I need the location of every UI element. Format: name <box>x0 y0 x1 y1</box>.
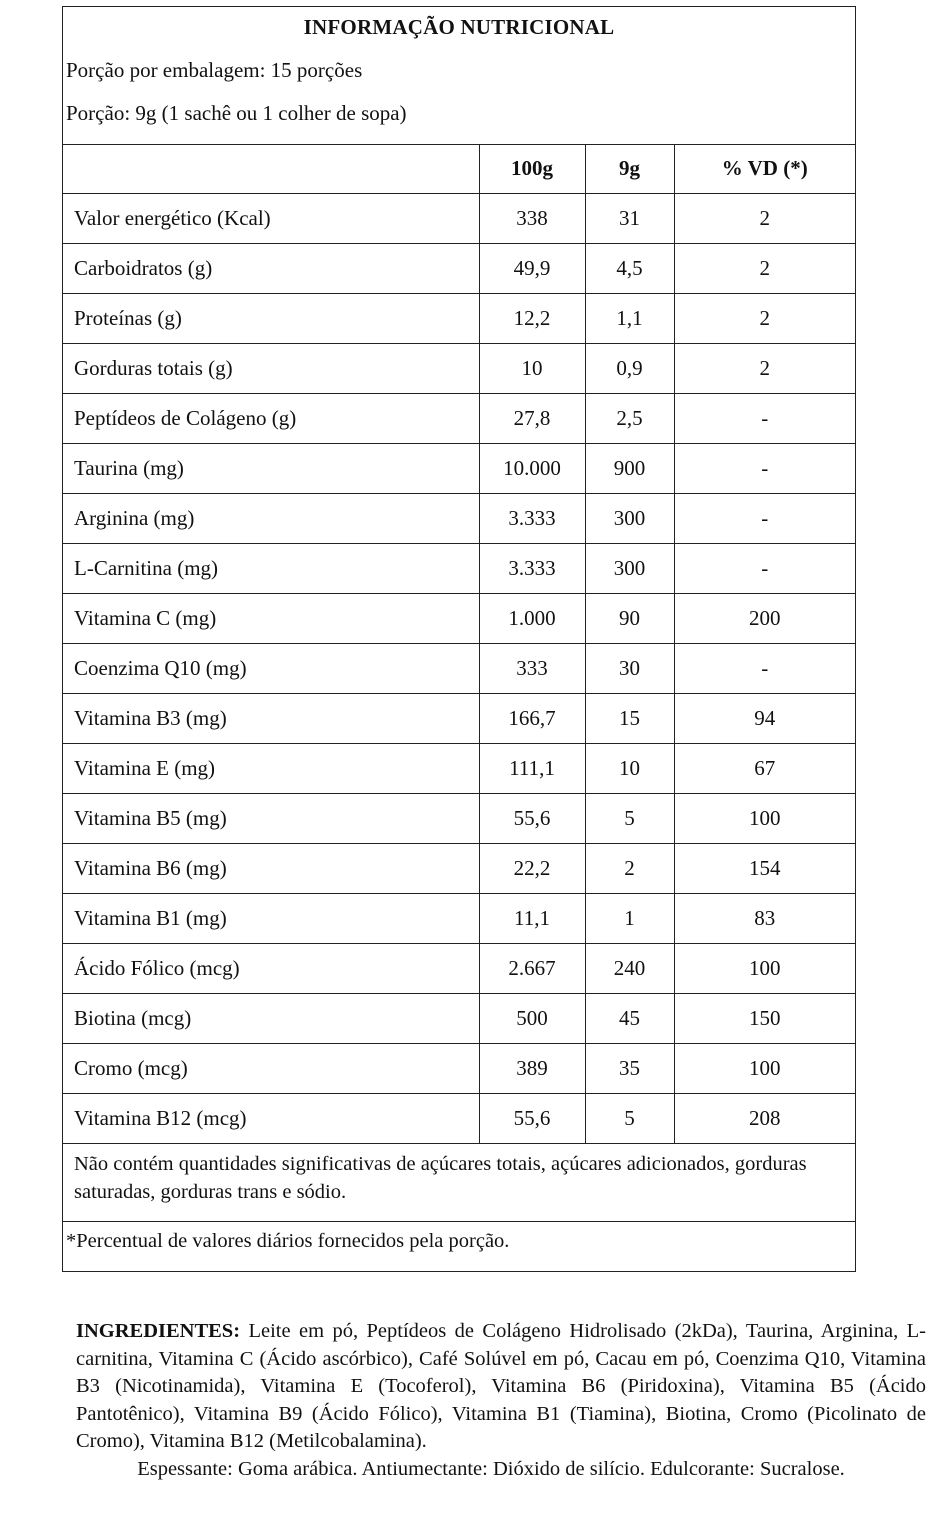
value-9g: 90 <box>585 593 674 643</box>
value-vd: 2 <box>674 293 855 343</box>
value-vd: - <box>674 443 855 493</box>
nutrient-name: Cromo (mcg) <box>63 1043 479 1093</box>
value-vd: 200 <box>674 593 855 643</box>
value-vd: 67 <box>674 743 855 793</box>
header-100g: 100g <box>479 145 585 193</box>
nutrient-name: Proteínas (g) <box>63 293 479 343</box>
nutrient-name: Vitamina E (mg) <box>63 743 479 793</box>
value-100g: 55,6 <box>479 793 585 843</box>
value-100g: 10.000 <box>479 443 585 493</box>
table-row <box>63 193 855 243</box>
ingredients-paragraph <box>76 1318 926 1483</box>
value-vd: 100 <box>674 793 855 843</box>
value-100g: 1.000 <box>479 593 585 643</box>
value-vd: 150 <box>674 993 855 1043</box>
value-100g: 11,1 <box>479 893 585 943</box>
table-row <box>63 743 855 793</box>
value-9g: 5 <box>585 1093 674 1143</box>
value-100g: 10 <box>479 343 585 393</box>
value-100g: 166,7 <box>479 693 585 743</box>
value-9g: 2,5 <box>585 393 674 443</box>
nutrient-name: Arginina (mg) <box>63 493 479 543</box>
value-vd: 94 <box>674 693 855 743</box>
value-9g: 900 <box>585 443 674 493</box>
table-header-row <box>63 145 855 193</box>
value-9g: 300 <box>585 543 674 593</box>
table-row <box>63 443 855 493</box>
label-title: INFORMAÇÃO NUTRICIONAL <box>303 15 615 39</box>
value-100g: 12,2 <box>479 293 585 343</box>
nutrient-name: Valor energético (Kcal) <box>63 193 479 243</box>
nutrient-name: Vitamina B1 (mg) <box>63 893 479 943</box>
value-100g: 3.333 <box>479 543 585 593</box>
value-vd: 154 <box>674 843 855 893</box>
table-row <box>63 393 855 443</box>
nutrient-name: Vitamina B5 (mg) <box>63 793 479 843</box>
value-100g: 2.667 <box>479 943 585 993</box>
table-row <box>63 343 855 393</box>
ingredients-list: Leite em pó, Peptídeos de Colágeno Hidrolisado (2kDa), Taurina, Arginina, L-carnitina, Vitamina C (Ácido ascórbico), Café Solúvel em pó, Cacau em pó, Coenzima Q10, Vitamina B3 (Nicotinamida), Vitamina E (Tocoferol), Vitamina B6 (Piridoxina), Vitamina B5 (Ácido Pantotênico), Vitamina B9 (Ácido Fólico), Vitamina B1 (Tiamina), Biotina, Cromo (Picolinato de Cromo), Vitamina B12 (Metilcobalamina). <box>76 1320 926 1452</box>
value-9g: 31 <box>585 193 674 243</box>
value-vd: 83 <box>674 893 855 943</box>
value-9g: 1 <box>585 893 674 943</box>
nutrient-name: Vitamina C (mg) <box>63 593 479 643</box>
nutrient-name: Coenzima Q10 (mg) <box>63 643 479 693</box>
value-9g: 5 <box>585 793 674 843</box>
table-row <box>63 1093 855 1143</box>
nutrient-name: Ácido Fólico (mcg) <box>63 943 479 993</box>
value-9g: 30 <box>585 643 674 693</box>
value-100g: 389 <box>479 1043 585 1093</box>
nutrient-name: L-Carnitina (mg) <box>63 543 479 593</box>
servings-per-package: Porção por embalagem: 15 porções <box>66 58 363 82</box>
nutrient-name: Biotina (mcg) <box>63 993 479 1043</box>
value-9g: 0,9 <box>585 343 674 393</box>
table-row <box>63 543 855 593</box>
value-9g: 2 <box>585 843 674 893</box>
nutrient-name: Carboidratos (g) <box>63 243 479 293</box>
ingredients-additives: Espessante: Goma arábica. Antiumectante: Dióxido de silício. Edulcorante: Sucralose. <box>137 1457 845 1480</box>
value-9g: 4,5 <box>585 243 674 293</box>
value-vd: 2 <box>674 193 855 243</box>
value-vd: 2 <box>674 243 855 293</box>
header-nutrient <box>63 145 479 193</box>
daily-value-footnote: *Percentual de valores diários fornecidos pela porção. <box>66 1229 510 1252</box>
nutrient-name: Vitamina B6 (mg) <box>63 843 479 893</box>
ingredients-lead: INGREDIENTES: <box>76 1320 241 1342</box>
table-row <box>63 793 855 843</box>
value-vd: - <box>674 543 855 593</box>
value-vd: - <box>674 493 855 543</box>
nutrient-name: Taurina (mg) <box>63 443 479 493</box>
table-row <box>63 593 855 643</box>
value-vd: 100 <box>674 1043 855 1093</box>
nutrient-name: Vitamina B12 (mcg) <box>63 1093 479 1143</box>
value-9g: 300 <box>585 493 674 543</box>
value-vd: - <box>674 393 855 443</box>
table-row <box>63 943 855 993</box>
value-100g: 22,2 <box>479 843 585 893</box>
value-100g: 49,9 <box>479 243 585 293</box>
table-row <box>63 643 855 693</box>
nutrient-name: Vitamina B3 (mg) <box>63 693 479 743</box>
table-row <box>63 893 855 943</box>
value-100g: 111,1 <box>479 743 585 793</box>
table-row <box>63 243 855 293</box>
label-header <box>63 7 855 145</box>
value-100g: 3.333 <box>479 493 585 543</box>
value-100g: 55,6 <box>479 1093 585 1143</box>
header-vd: % VD (*) <box>674 145 855 193</box>
value-100g: 27,8 <box>479 393 585 443</box>
value-vd: 2 <box>674 343 855 393</box>
nutrition-table <box>63 145 855 1144</box>
value-9g: 240 <box>585 943 674 993</box>
nutrition-facts-label <box>62 6 856 1272</box>
table-row <box>63 993 855 1043</box>
value-100g: 500 <box>479 993 585 1043</box>
table-row <box>63 493 855 543</box>
table-row <box>63 693 855 743</box>
nutrient-name: Gorduras totais (g) <box>63 343 479 393</box>
serving-size: Porção: 9g (1 sachê ou 1 colher de sopa) <box>66 101 407 125</box>
value-vd: 208 <box>674 1093 855 1143</box>
value-9g: 45 <box>585 993 674 1043</box>
value-9g: 10 <box>585 743 674 793</box>
value-9g: 1,1 <box>585 293 674 343</box>
value-vd: 100 <box>674 943 855 993</box>
nutrient-name: Peptídeos de Colágeno (g) <box>63 393 479 443</box>
not-significant-note: Não contém quantidades significativas de açúcares totais, açúcares adicionados, gorduras saturadas, gorduras trans e sódio. <box>63 1144 855 1222</box>
value-9g: 35 <box>585 1043 674 1093</box>
header-9g: 9g <box>585 145 674 193</box>
table-row <box>63 843 855 893</box>
table-row <box>63 293 855 343</box>
value-vd: - <box>674 643 855 693</box>
value-100g: 338 <box>479 193 585 243</box>
value-100g: 333 <box>479 643 585 693</box>
table-row <box>63 1043 855 1093</box>
value-9g: 15 <box>585 693 674 743</box>
